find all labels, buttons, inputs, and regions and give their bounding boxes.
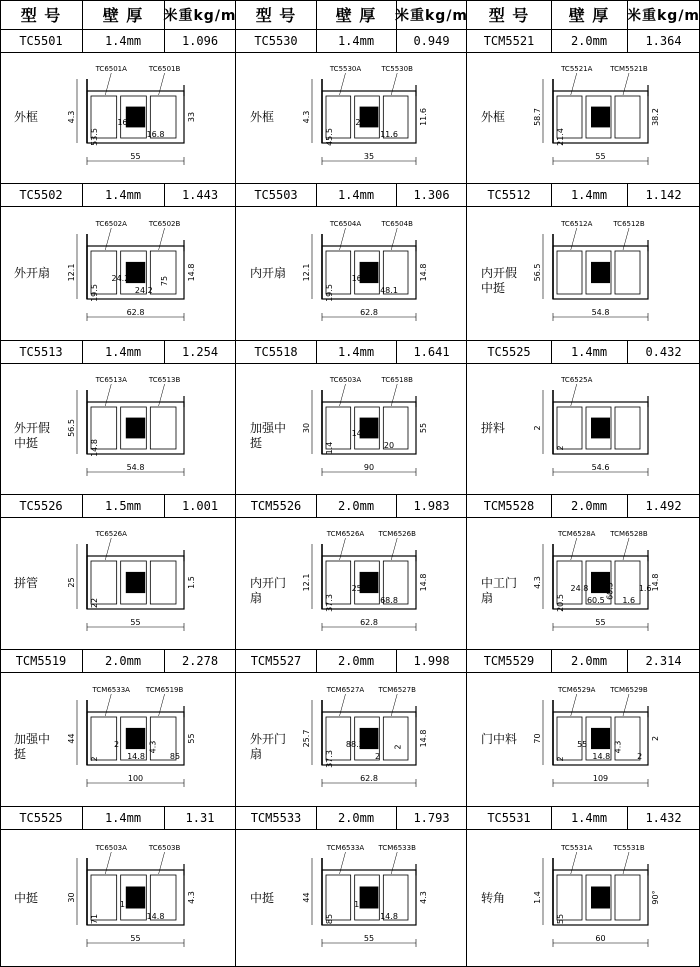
leader-line xyxy=(623,228,629,250)
dimension-label: 54.8 xyxy=(591,308,610,317)
profile-name: 拼管 xyxy=(14,575,39,590)
spec-wall-thickness: 1.4mm xyxy=(570,810,608,825)
dimension-label: 2 xyxy=(637,752,643,761)
part-code-label: TCM6528A xyxy=(558,530,596,538)
spec-model: TC5525 xyxy=(19,810,63,825)
profile-name: 内开门扇 xyxy=(250,575,287,605)
profile-chamber xyxy=(615,875,640,920)
leader-line xyxy=(391,852,397,874)
leader-line xyxy=(105,852,111,874)
leader-line xyxy=(623,538,629,560)
dimension-label: 60 xyxy=(595,934,606,943)
dimension-label: 24.2 xyxy=(111,274,130,283)
profile-name: 加强中挺 xyxy=(250,421,287,450)
dimension-label: 20.5 xyxy=(556,594,565,612)
leader-line xyxy=(159,384,165,406)
part-code-label: TC6501B xyxy=(148,65,181,73)
dimension-label: 14.8 xyxy=(651,573,660,592)
spec-weight: 1.364 xyxy=(645,33,682,48)
dimension-label: 12.1 xyxy=(302,573,311,592)
profile-chamber xyxy=(557,407,582,449)
dimension-label: 11.6 xyxy=(380,130,398,139)
spec-weight: 1.492 xyxy=(645,498,682,513)
profile-section-drawing xyxy=(291,833,462,964)
dimension-label: 24.8 xyxy=(570,584,589,593)
dimension-label: 1.6 xyxy=(638,584,652,593)
dimension-label: 48.1 xyxy=(380,286,398,295)
dimension-label: 2 xyxy=(651,735,660,742)
dimension-label: 16.8 xyxy=(146,130,165,139)
leader-line xyxy=(159,694,165,716)
profile-section-drawing xyxy=(522,56,695,180)
spec-weight: 2.314 xyxy=(645,653,682,668)
profile-section-drawing xyxy=(55,210,231,337)
part-code-label: TC6504A xyxy=(329,220,362,228)
dimension-label: 25.7 xyxy=(302,729,311,748)
dimension-label: 14.8 xyxy=(380,912,398,921)
dimension-label: 11.6 xyxy=(419,108,428,126)
leader-line xyxy=(340,73,346,95)
part-code-label: TCM6529B xyxy=(610,686,648,694)
part-code-label: TCM6528B xyxy=(610,530,648,538)
dimension-label: 55 xyxy=(419,422,428,434)
dimension-label: 60.5 xyxy=(605,582,615,600)
profile-section-drawing xyxy=(291,521,462,646)
spec-model: TCM5521 xyxy=(483,33,535,48)
dimension-label: 55 xyxy=(577,740,588,749)
dimension-label: 2 xyxy=(556,756,565,762)
spec-weight: 1.641 xyxy=(413,344,450,359)
dimension-label: 85 xyxy=(169,752,181,761)
profile-chamber xyxy=(150,561,176,604)
dimension-label: 90 xyxy=(363,463,375,472)
dimension-label: 4.3 xyxy=(533,576,542,589)
profile-chamber xyxy=(91,875,117,920)
leader-line xyxy=(571,694,577,716)
profile-name: 外开门扇 xyxy=(250,731,287,761)
spec-wall-thickness: 1.4mm xyxy=(104,33,142,48)
part-code-label: TCM6527B xyxy=(378,686,416,694)
dimension-label: 30 xyxy=(67,892,76,903)
dimension-label: 21.4 xyxy=(592,118,611,127)
profile-section-drawing xyxy=(291,367,462,491)
profile-section-drawing xyxy=(522,367,695,491)
dimension-label: 21.4 xyxy=(556,128,565,146)
spec-model: TCM5526 xyxy=(250,498,302,513)
spec-weight: 1.142 xyxy=(645,187,682,202)
thermal-break xyxy=(591,262,610,283)
profile-chamber xyxy=(150,407,176,449)
dimension-label: 55 xyxy=(187,733,196,744)
part-code-label: TC6512B xyxy=(613,220,645,228)
spec-wall-thickness: 1.4mm xyxy=(104,810,142,825)
part-code-label: TCM6533A xyxy=(326,844,365,852)
spec-weight: 1.983 xyxy=(413,498,450,513)
spec-model: TC5530 xyxy=(254,33,298,48)
dimension-label: 70 xyxy=(533,733,542,744)
part-code-label: TC6512A xyxy=(561,220,593,228)
profile-name: 外框 xyxy=(14,110,39,124)
dimension-label: 58.7 xyxy=(533,108,542,126)
leader-line xyxy=(391,228,397,250)
dimension-label: 14.8 xyxy=(90,439,99,457)
spec-model: TC5502 xyxy=(19,187,63,202)
part-code-label: TC6525A xyxy=(561,376,593,384)
part-code-label: TC6513A xyxy=(95,376,127,384)
part-code-label: TC6502B xyxy=(148,220,181,228)
dimension-label: 1.4 xyxy=(594,900,608,909)
dimension-label: 12.1 xyxy=(302,263,311,282)
leader-line xyxy=(105,73,111,95)
dimension-label: 75 xyxy=(160,275,170,287)
spec-wall-thickness: 1.5mm xyxy=(104,498,142,513)
part-code-label: TC6526A xyxy=(95,530,127,538)
dimension-label: 60.5 xyxy=(586,596,605,605)
leader-line xyxy=(623,694,629,716)
spec-model: TC5503 xyxy=(254,187,298,202)
profile-chamber xyxy=(557,875,582,920)
dimension-label: 62.8 xyxy=(360,308,378,317)
header-weight-2: 米重kg/m xyxy=(394,7,469,24)
dimension-label: 4.3 xyxy=(67,110,76,124)
header-wall-1: 壁 厚 xyxy=(102,6,144,25)
leader-line xyxy=(571,384,577,406)
part-code-label: TCM6529A xyxy=(558,686,596,694)
thermal-break xyxy=(591,728,610,749)
dimension-label: 1.4 xyxy=(325,441,334,455)
leader-line xyxy=(571,538,577,560)
leader-line xyxy=(571,73,577,95)
profile-chamber xyxy=(557,717,582,760)
dimension-label: 71 xyxy=(90,913,99,925)
dimension-label: 24.2 xyxy=(134,286,153,295)
dimension-label: 33 xyxy=(187,111,196,123)
leader-line xyxy=(105,694,111,716)
header-model-3: 型 号 xyxy=(488,6,530,25)
profile-name: 中工门扇 xyxy=(481,575,518,605)
spec-wall-thickness: 1.4mm xyxy=(104,187,142,202)
dimension-label: 2 xyxy=(393,744,403,750)
profile-chamber xyxy=(557,251,582,294)
dimension-label: 30 xyxy=(302,422,311,434)
profile-chamber xyxy=(383,717,408,760)
dimension-label: 1.4 xyxy=(119,900,133,909)
spec-model: TCM5529 xyxy=(483,653,535,668)
part-code-label: TC6504B xyxy=(381,220,413,228)
spec-weight: 1.998 xyxy=(413,653,450,668)
dimension-label: 85 xyxy=(325,913,334,925)
dimension-label: 68.8 xyxy=(380,596,398,605)
dimension-label: 35 xyxy=(363,152,375,161)
dimension-label: 16.8 xyxy=(351,274,370,283)
dimension-label: 14.8 xyxy=(146,912,165,921)
dimension-label: 55 xyxy=(130,618,141,627)
spec-wall-thickness: 1.4mm xyxy=(570,187,608,202)
dimension-label: 37.3 xyxy=(325,594,334,612)
dimension-label: 20 xyxy=(383,441,395,450)
part-code-label: TCM5521B xyxy=(610,65,648,73)
spec-model: TCM5528 xyxy=(483,498,535,513)
dimension-label: 14.8 xyxy=(187,263,196,282)
spec-model: TC5531 xyxy=(487,810,531,825)
dimension-label: 44 xyxy=(67,733,76,744)
spec-wall-thickness: 2.0mm xyxy=(337,810,375,825)
spec-weight: 1.001 xyxy=(181,498,219,513)
dimension-label: 62.8 xyxy=(360,618,378,627)
dimension-label: 19.5 xyxy=(325,284,334,302)
dimension-label: 1.4 xyxy=(533,891,542,904)
dimension-label: 2 xyxy=(90,756,99,762)
part-code-label: TCM6533B xyxy=(378,844,416,852)
spec-model: TCM5527 xyxy=(250,653,302,668)
spec-wall-thickness: 1.4mm xyxy=(104,344,142,359)
profile-section-drawing xyxy=(522,676,695,803)
spec-weight: 1.31 xyxy=(185,810,215,825)
dimension-label: 55 xyxy=(130,934,141,943)
spec-model: TC5501 xyxy=(19,33,63,48)
dimension-label: 54.8 xyxy=(126,463,145,472)
part-code-label: TCM6519B xyxy=(145,686,184,694)
dimension-label: 14.8 xyxy=(592,752,611,761)
dimension-label: 55 xyxy=(130,152,141,161)
dimension-label: 25 xyxy=(355,118,366,127)
dimension-label: 4.3 xyxy=(148,740,158,754)
spec-wall-thickness: 2.0mm xyxy=(337,653,375,668)
profile-section-drawing xyxy=(55,367,231,491)
part-code-label: TC6501A xyxy=(95,65,127,73)
leader-line xyxy=(391,538,397,560)
part-code-label: TC5521A xyxy=(561,65,593,73)
dimension-label: 54.6 xyxy=(591,463,610,472)
profile-chamber xyxy=(615,407,640,449)
part-code-label: TC5531A xyxy=(561,844,593,852)
dimension-label: 90° xyxy=(651,890,660,905)
dimension-label: 12.1 xyxy=(67,263,76,282)
dimension-label: 4.3 xyxy=(419,891,428,904)
leader-line xyxy=(105,228,111,250)
dimension-label: 19.5 xyxy=(90,284,99,302)
dimension-label: 100 xyxy=(127,774,144,783)
profile-chamber xyxy=(91,561,117,604)
dimension-label: 4.3 xyxy=(302,110,311,124)
profile-name: 内开扇 xyxy=(250,265,287,280)
dimension-label: 16.8 xyxy=(117,118,136,127)
dimension-label: 56.5 xyxy=(533,263,542,282)
dimension-label: 25.7 xyxy=(351,584,370,593)
spec-model: TCM5519 xyxy=(15,653,67,668)
leader-line xyxy=(623,852,629,874)
spec-weight: 0.949 xyxy=(413,33,450,48)
profile-name: 外框 xyxy=(250,110,275,124)
leader-line xyxy=(105,384,111,406)
part-code-label: TC6518B xyxy=(381,376,413,384)
dimension-label: 14.8 xyxy=(419,729,428,748)
part-code-label: TCM6533A xyxy=(92,686,130,694)
dimension-label: 88.3 xyxy=(345,740,364,749)
dimension-label: 14.8 xyxy=(419,573,428,592)
profile-chamber xyxy=(615,96,640,138)
profile-name: 门中料 xyxy=(481,731,518,746)
dimension-label: 4.3 xyxy=(613,740,623,754)
spec-wall-thickness: 1.4mm xyxy=(337,187,375,202)
leader-line xyxy=(571,228,577,250)
header-wall-3: 壁 厚 xyxy=(568,6,610,25)
leader-line xyxy=(340,228,346,250)
spec-model: TC5512 xyxy=(487,187,531,202)
profile-section-drawing xyxy=(522,521,695,646)
spec-model: TC5525 xyxy=(487,344,531,359)
spec-weight: 1.443 xyxy=(181,187,219,202)
profile-section-drawing xyxy=(291,210,462,337)
profile-section-drawing xyxy=(55,521,231,646)
leader-line xyxy=(340,538,346,560)
dimension-label: 1.5 xyxy=(187,576,196,589)
dimension-label: 55 xyxy=(556,913,565,925)
spec-wall-thickness: 2.0mm xyxy=(570,33,608,48)
dimension-label: 55 xyxy=(363,934,375,943)
dimension-label: 14.8 xyxy=(419,263,428,282)
profile-name: 转角 xyxy=(481,890,506,905)
profile-chamber xyxy=(150,251,176,294)
dimension-label: 14.8 xyxy=(351,429,370,438)
profile-name: 内开假中挺 xyxy=(481,265,518,295)
leader-line xyxy=(391,384,397,406)
leader-line xyxy=(391,694,397,716)
dimension-label: 109 xyxy=(592,774,609,783)
profile-section-drawing xyxy=(291,676,462,803)
part-code-label: TC5531B xyxy=(613,844,645,852)
profile-name: 外开假中挺 xyxy=(14,421,51,450)
leader-line xyxy=(340,694,346,716)
profile-section-drawing xyxy=(291,56,462,180)
leader-line xyxy=(391,73,397,95)
dimension-label: 1.4 xyxy=(354,900,367,909)
dimension-label: 56.5 xyxy=(67,419,76,437)
leader-line xyxy=(105,538,111,560)
profile-section-drawing xyxy=(55,833,231,964)
dimension-label: 14.8 xyxy=(127,584,145,593)
part-code-label: TC6503A xyxy=(329,376,362,384)
leader-line xyxy=(340,384,346,406)
part-code-label: TC5530A xyxy=(329,65,362,73)
part-code-label: TC6503B xyxy=(148,844,181,852)
profile-name: 中挺 xyxy=(250,890,275,905)
dimension-label: 62.8 xyxy=(126,308,145,317)
spec-weight: 0.432 xyxy=(645,344,682,359)
header-wall-2: 壁 厚 xyxy=(335,6,377,25)
profile-chamber xyxy=(326,875,351,920)
part-code-label: TCM6527A xyxy=(326,686,365,694)
spec-weight: 2.278 xyxy=(181,653,219,668)
dimension-label: 2 xyxy=(113,740,120,749)
profile-name: 外开扇 xyxy=(14,265,51,280)
thermal-break xyxy=(126,728,145,749)
dimension-label: 55 xyxy=(595,152,606,161)
dimension-label: 45.5 xyxy=(325,128,334,146)
spec-model: TC5513 xyxy=(19,344,63,359)
spec-wall-thickness: 2.0mm xyxy=(570,653,608,668)
header-weight-1: 米重kg/m xyxy=(163,7,237,24)
spec-weight: 1.096 xyxy=(181,33,219,48)
spec-weight: 1.432 xyxy=(645,810,682,825)
leader-line xyxy=(340,852,346,874)
dimension-label: 2 xyxy=(556,445,565,451)
dimension-label: 37.3 xyxy=(325,750,334,768)
part-code-label: TCM6526A xyxy=(326,530,365,538)
profile-name: 外框 xyxy=(481,110,506,124)
thermal-break xyxy=(591,418,610,439)
profile-name: 中挺 xyxy=(14,890,39,905)
profile-section-drawing xyxy=(55,676,231,803)
part-code-label: TC6513B xyxy=(148,376,181,384)
spec-weight: 1.306 xyxy=(413,187,450,202)
profile-chamber xyxy=(615,251,640,294)
spec-weight: 1.254 xyxy=(181,344,219,359)
spec-wall-thickness: 2.0mm xyxy=(570,498,608,513)
dimension-label: 53.5 xyxy=(90,128,99,146)
leader-line xyxy=(623,73,629,95)
spec-wall-thickness: 1.4mm xyxy=(570,344,608,359)
dimension-label: 25 xyxy=(67,577,76,588)
dimension-label: 1.6 xyxy=(622,596,636,605)
leader-line xyxy=(159,852,165,874)
profile-section-drawing xyxy=(522,833,695,964)
thermal-break xyxy=(126,418,145,439)
spec-wall-thickness: 1.4mm xyxy=(337,344,375,359)
leader-line xyxy=(159,228,165,250)
dimension-label: 62.8 xyxy=(360,774,378,783)
dimension-label: 55 xyxy=(595,618,606,627)
part-code-label: TC6502A xyxy=(95,220,127,228)
spec-weight: 1.793 xyxy=(413,810,450,825)
dimension-label: 22 xyxy=(90,597,99,609)
part-code-label: TC6503A xyxy=(95,844,127,852)
spec-model: TCM5533 xyxy=(250,810,302,825)
leader-line xyxy=(159,73,165,95)
header-model-1: 型 号 xyxy=(20,6,62,25)
spec-model: TC5526 xyxy=(19,498,63,513)
part-code-label: TC5530B xyxy=(381,65,413,73)
dimension-label: 2 xyxy=(375,752,381,761)
dimension-label: 44 xyxy=(302,892,311,903)
profile-name: 拼料 xyxy=(481,421,506,435)
dimension-label: 2 xyxy=(533,425,542,431)
spec-wall-thickness: 2.0mm xyxy=(104,653,142,668)
leader-line xyxy=(571,852,577,874)
profile-name: 加强中挺 xyxy=(14,731,51,761)
dimension-label: 4.3 xyxy=(187,891,196,904)
profile-chamber xyxy=(91,717,120,760)
profile-section-drawing xyxy=(55,56,231,180)
dimension-label: 38.2 xyxy=(651,108,660,126)
dimension-label: 14.8 xyxy=(127,752,145,761)
header-weight-3: 米重kg/m xyxy=(626,7,700,24)
spec-wall-thickness: 2.0mm xyxy=(337,498,375,513)
spec-wall-thickness: 1.4mm xyxy=(337,33,375,48)
header-model-2: 型 号 xyxy=(255,6,297,25)
spec-model: TC5518 xyxy=(254,344,298,359)
part-code-label: TCM6526B xyxy=(378,530,416,538)
profile-section-drawing xyxy=(522,210,695,337)
